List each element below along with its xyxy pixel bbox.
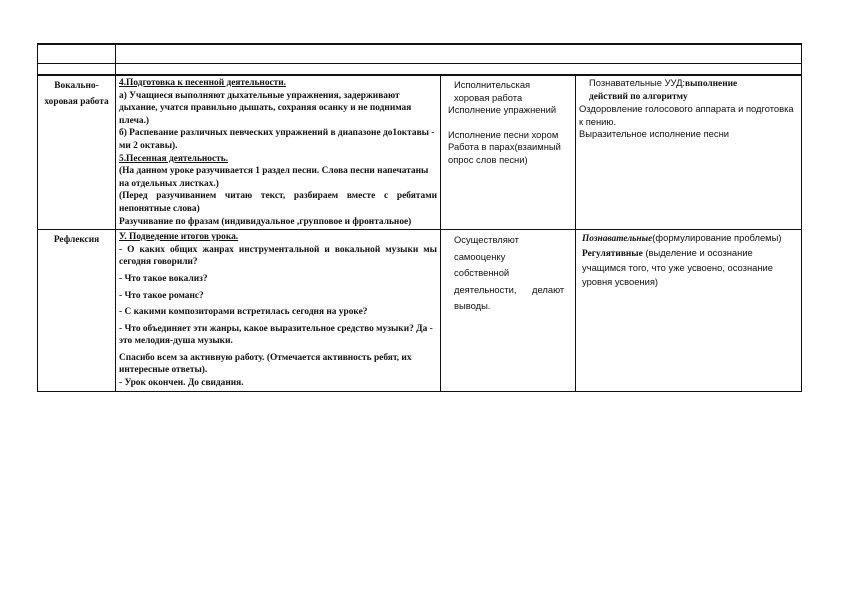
activity-line: Исполнительская bbox=[454, 79, 531, 90]
lesson-plan-table bbox=[37, 43, 802, 392]
content-cell bbox=[116, 75, 441, 230]
header-cell bbox=[38, 44, 116, 64]
paragraph: - Что такое вокализ? bbox=[119, 273, 208, 284]
paragraph: Разучивание по фразам (индивидуальное ,групповое и фронтальное) bbox=[119, 216, 412, 227]
uud-label-bold: Регулятивные bbox=[582, 249, 643, 260]
uud-cell bbox=[576, 230, 802, 392]
activity-line: Исполнение упражнений bbox=[448, 104, 557, 116]
paragraph: - Что объединяет эти жанры, какое выразительное средство музыки? Да - это мелодия-душа музыки. bbox=[119, 323, 433, 347]
activities-cell bbox=[441, 75, 576, 230]
activity-line: деятельности, делают bbox=[454, 283, 565, 295]
activity-line: Осуществляют bbox=[454, 234, 519, 246]
stage-cell: Рефлексия bbox=[38, 230, 116, 392]
uud-paragraph bbox=[582, 246, 798, 289]
table-header-row bbox=[38, 44, 802, 64]
uud-label-bold: Познавательные bbox=[582, 234, 653, 245]
uud-label-bold: выполнение bbox=[685, 79, 738, 89]
activity-line: выводы. bbox=[454, 300, 491, 312]
uud-line: Оздоровление голосового аппарата и подготовка к пению. bbox=[579, 103, 794, 127]
paragraph: - Урок окончен. До свидания. bbox=[119, 378, 244, 389]
paragraph: б) Распевание различных певческих упражнений в диапазоне до1октавы - ми 2 октавы). bbox=[119, 128, 435, 151]
uud-cell bbox=[576, 75, 802, 230]
activity-line: самооценку bbox=[454, 250, 506, 262]
table-row bbox=[38, 230, 802, 392]
activities-cell bbox=[441, 230, 576, 392]
section-heading: 5.Песенная деятельность. bbox=[119, 153, 229, 164]
spacer-cell bbox=[38, 64, 116, 76]
activity-line: хоровая работа bbox=[454, 91, 523, 103]
paragraph: (На данном уроке разучивается 1 раздел песни. Слова песни напечатаны на отдельных листках.) bbox=[119, 166, 429, 189]
uud-paragraph bbox=[582, 231, 798, 246]
paragraph: Спасибо всем за активную работу. (Отмечается активность ребят, их интересные ответы). bbox=[119, 352, 412, 376]
activity-line: собственной bbox=[454, 267, 510, 279]
content-cell bbox=[116, 230, 441, 392]
paragraph: - О каких общих жанрах инструментальной и вокальной музыки мы сегодня говорили? bbox=[119, 244, 437, 268]
header-cell bbox=[116, 44, 802, 64]
spacer-cell bbox=[116, 64, 802, 76]
paragraph: - С какими композиторами встретилась сегодня на уроке? bbox=[119, 307, 368, 318]
uud-label: Познавательные УУД: bbox=[589, 77, 686, 88]
uud-line bbox=[579, 77, 798, 91]
section-heading: 4.Подготовка к песенной деятельности. bbox=[119, 78, 287, 88]
uud-text: (формулирование проблемы) bbox=[652, 232, 782, 244]
table-spacer-row bbox=[38, 64, 802, 76]
section-heading: У. Подведение итогов урока. bbox=[119, 232, 239, 243]
uud-line: действий по алгоритму bbox=[589, 91, 688, 102]
activity-line: Работа в парах(взаимный опрос слов песни) bbox=[448, 141, 561, 165]
paragraph: - Что такое романс? bbox=[119, 290, 204, 301]
table-row bbox=[38, 75, 802, 230]
uud-line: Выразительное исполнение песни bbox=[579, 128, 729, 140]
activity-spacer bbox=[444, 117, 572, 129]
paragraph: (Перед разучиванием читаю текст, разбираем вместе с ребятами непонятные слова) bbox=[119, 191, 437, 214]
uud-text: (выделение и осознание учащимся того, что уже усвоено, осознание уровня усвоения) bbox=[582, 247, 773, 288]
stage-cell: Вокально-хоровая работа bbox=[38, 75, 116, 230]
activity-line: Исполнение песни хором bbox=[448, 128, 559, 140]
paragraph: а) Учащиеся выполняют дыхательные упражнения, задерживают дыхание, учатся правильно дышать, сохраняя осанку и не поднимая плеча.) bbox=[119, 90, 412, 126]
